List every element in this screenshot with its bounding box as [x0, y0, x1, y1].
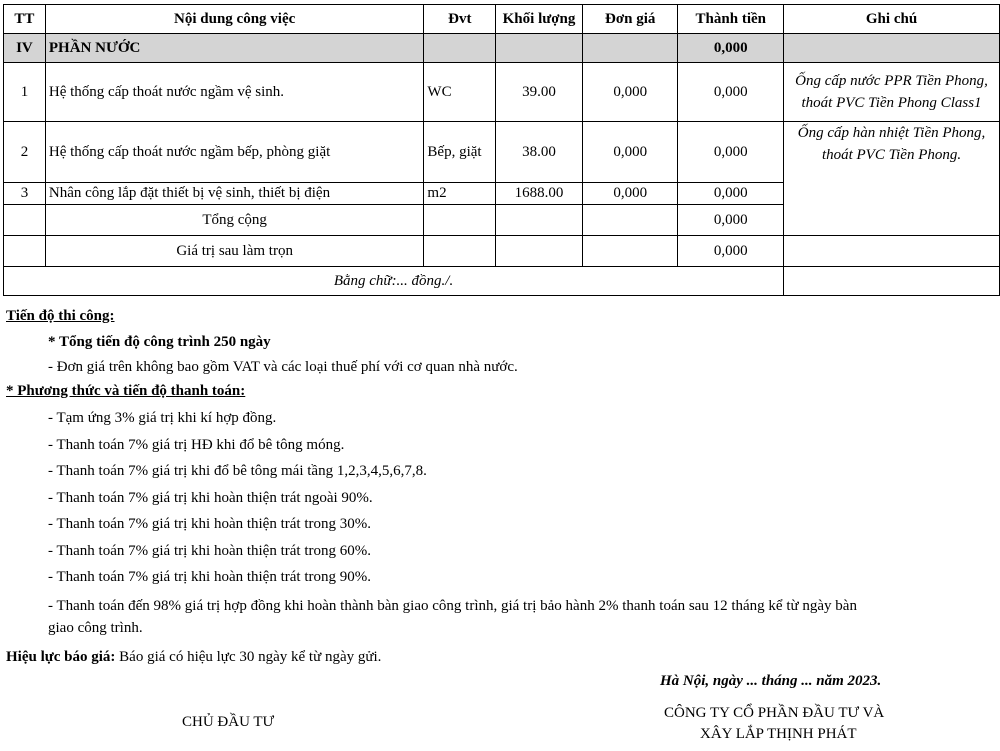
header-unit-price: Đơn giá	[582, 5, 678, 34]
payment-item: - Thanh toán 7% giá trị khi hoàn thiện trát trong 60%.	[48, 543, 371, 559]
payment-item: - Thanh toán 7% giá trị khi đổ bê tông mái tầng 1,2,3,4,5,6,7,8.	[48, 463, 427, 479]
row-unit: m2	[424, 183, 496, 205]
row-quantity: 39.00	[496, 63, 583, 122]
header-unit: Đvt	[424, 5, 496, 34]
row-amount: 0,000	[678, 183, 784, 205]
table-header-row	[4, 5, 1000, 34]
row-unit: WC	[424, 63, 496, 122]
payment-item: - Thanh toán 7% giá trị khi hoàn thiện trát ngoài 90%.	[48, 490, 373, 506]
table-row	[4, 63, 1000, 122]
validity-label: Hiệu lực báo giá:	[6, 649, 116, 665]
total-duration: * Tổng tiến độ công trình 250 ngày	[48, 334, 271, 350]
validity-line	[6, 649, 381, 666]
company-name-line-2: XÂY LẮP THỊNH PHÁT	[700, 726, 857, 742]
payment-item: - Tạm ứng 3% giá trị khi kí hợp đồng.	[48, 410, 277, 426]
company-name-line-1: CÔNG TY CỔ PHẦN ĐẦU TƯ VÀ	[664, 705, 885, 721]
validity-text: Báo giá có hiệu lực 30 ngày kể từ ngày gửi.	[119, 649, 382, 665]
payment-heading: * Phương thức và tiến độ thanh toán:	[6, 383, 246, 399]
row-content: Hệ thống cấp thoát nước ngầm vệ sinh.	[45, 63, 424, 122]
payment-item: - Thanh toán 7% giá trị khi hoàn thiện trát trong 30%.	[48, 516, 371, 532]
header-quantity: Khối lượng	[496, 5, 583, 34]
row-tt: 3	[4, 183, 46, 205]
total-amount: 0,000	[678, 205, 784, 236]
amount-in-words: Bằng chữ:... đồng./.	[4, 267, 784, 296]
row-content: Nhân công lắp đặt thiết bị vệ sinh, thiết bị điện	[45, 183, 424, 205]
section-row	[4, 34, 1000, 63]
rounded-row	[4, 236, 1000, 267]
row-amount: 0,000	[678, 122, 784, 183]
in-words-row	[4, 267, 1000, 296]
header-note: Ghi chú	[784, 5, 1000, 34]
section-name: PHẦN NƯỚC	[45, 34, 424, 63]
row-tt: 1	[4, 63, 46, 122]
section-amount: 0,000	[678, 34, 784, 63]
row-quantity: 38.00	[496, 122, 583, 183]
row-unit-price: 0,000	[582, 63, 678, 122]
row-unit-price: 0,000	[582, 122, 678, 183]
table-row	[4, 122, 1000, 183]
row-amount: 0,000	[678, 63, 784, 122]
payment-final-line-2: giao công trình.	[48, 620, 143, 636]
row-tt: 2	[4, 122, 46, 183]
payment-final-line-1: - Thanh toán đến 98% giá trị hợp đồng khi hoàn thành bàn giao công trình, giá trị bảo hành 2% thanh toán sau 12 tháng kể từ ngày bàn	[48, 598, 857, 614]
row-note: Ống cấp hàn nhiệt Tiền Phong, thoát PVC Tiền Phong.	[784, 122, 1000, 236]
header-tt: TT	[4, 5, 46, 34]
rounded-label: Giá trị sau làm trọn	[45, 236, 424, 267]
header-content: Nội dung công việc	[45, 5, 424, 34]
vat-note: - Đơn giá trên không bao gồm VAT và các loại thuế phí với cơ quan nhà nước.	[48, 359, 518, 375]
row-quantity: 1688.00	[496, 183, 583, 205]
row-unit: Bếp, giặt	[424, 122, 496, 183]
quotation-table	[3, 4, 1000, 296]
row-note: Ống cấp nước PPR Tiền Phong, thoát PVC Tiền Phong Class1	[784, 63, 1000, 122]
date-line: Hà Nội, ngày ... tháng ... năm 2023.	[660, 673, 882, 689]
row-unit-price: 0,000	[582, 183, 678, 205]
row-content: Hệ thống cấp thoát nước ngầm bếp, phòng giặt	[45, 122, 424, 183]
rounded-amount: 0,000	[678, 236, 784, 267]
header-amount: Thành tiền	[678, 5, 784, 34]
section-tt: IV	[4, 34, 46, 63]
payment-item: - Thanh toán 7% giá trị khi hoàn thiện trát trong 90%.	[48, 569, 371, 585]
total-label: Tổng cộng	[45, 205, 424, 236]
owner-signature-title: CHỦ ĐẦU TƯ	[182, 714, 275, 730]
payment-item: - Thanh toán 7% giá trị HĐ khi đổ bê tông móng.	[48, 437, 345, 453]
schedule-heading: Tiến độ thi công:	[6, 308, 115, 324]
